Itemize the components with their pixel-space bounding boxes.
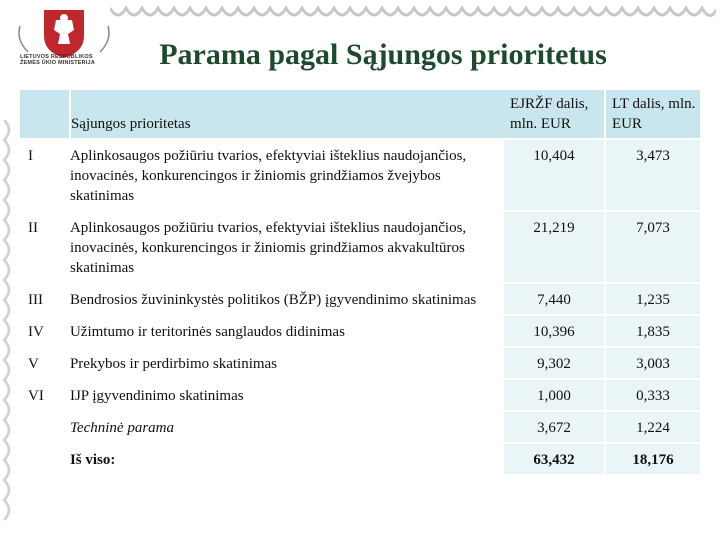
row-ejrzf-value: 21,219 [504,211,605,283]
row-ejrzf-value: 1,000 [504,379,605,411]
row-lt-value: 7,073 [605,211,700,283]
row-lt-value: 0,333 [605,379,700,411]
row-roman-numeral: III [20,283,70,315]
row-lt-value: 1,835 [605,315,700,347]
row-ejrzf-value: 63,432 [504,443,605,475]
row-roman-numeral: V [20,347,70,379]
table-row [20,443,700,475]
table-row [20,379,700,411]
row-ejrzf-value: 7,440 [504,283,605,315]
decorative-border-top [110,4,716,24]
row-roman-numeral: II [20,211,70,283]
table-row [20,411,700,443]
header-ejrzf-share: EJRŽF dalis, mln. EUR [504,90,605,139]
priorities-table [20,90,700,476]
row-priority-text: Prekybos ir perdirbimo skatinimas [70,347,504,379]
row-priority-text: Bendrosios žuvininkystės politikos (BŽP) įgyvendinimo skatinimas [70,283,504,315]
row-ejrzf-value: 10,404 [504,139,605,211]
table-row [20,211,700,283]
row-lt-value: 1,235 [605,283,700,315]
table-row [20,347,700,379]
row-roman-numeral [20,443,70,475]
header-lt-share: LT dalis, mln. EUR [605,90,700,139]
row-priority-text: Techninė parama [70,411,504,443]
header-priority-label: Sąjungos prioritetas [70,90,504,139]
row-ejrzf-value: 3,672 [504,411,605,443]
table-row [20,283,700,315]
row-priority-text: Užimtumo ir teritorinės sanglaudos didinimas [70,315,504,347]
row-roman-numeral: IV [20,315,70,347]
row-lt-value: 3,473 [605,139,700,211]
row-roman-numeral: I [20,139,70,211]
row-priority-text: IJP įgyvendinimo skatinimas [70,379,504,411]
row-lt-value: 18,176 [605,443,700,475]
decorative-border-left [0,120,16,530]
ministry-name-line2: ŽEMĖS ŪKIO MINISTERIJA [20,60,95,66]
row-ejrzf-value: 10,396 [504,315,605,347]
row-lt-value: 1,224 [605,411,700,443]
table-row [20,139,700,211]
ministry-name-line1: LIETUVOS RESPUBLIKOS [20,54,93,60]
row-priority-text: Aplinkosaugos požiūriu tvarios, efektyviai išteklius naudojančios, inovacinės, konkurencingos ir žiniomis grindžiamos akvakultūros skatinimas [70,211,504,283]
row-priority-text: Iš viso: [70,443,504,475]
row-roman-numeral [20,411,70,443]
row-ejrzf-value: 9,302 [504,347,605,379]
table-row [20,315,700,347]
row-lt-value: 3,003 [605,347,700,379]
row-roman-numeral: VI [20,379,70,411]
page-title: Parama pagal Sąjungos prioritetus [159,38,607,71]
ministry-name [20,54,110,66]
table-header-row [20,90,700,139]
row-priority-text: Aplinkosaugos požiūriu tvarios, efektyviai išteklius naudojančios, inovacinės, konkurencingos ir žiniomis grindžiamos žvejybos skatinimas [70,139,504,211]
